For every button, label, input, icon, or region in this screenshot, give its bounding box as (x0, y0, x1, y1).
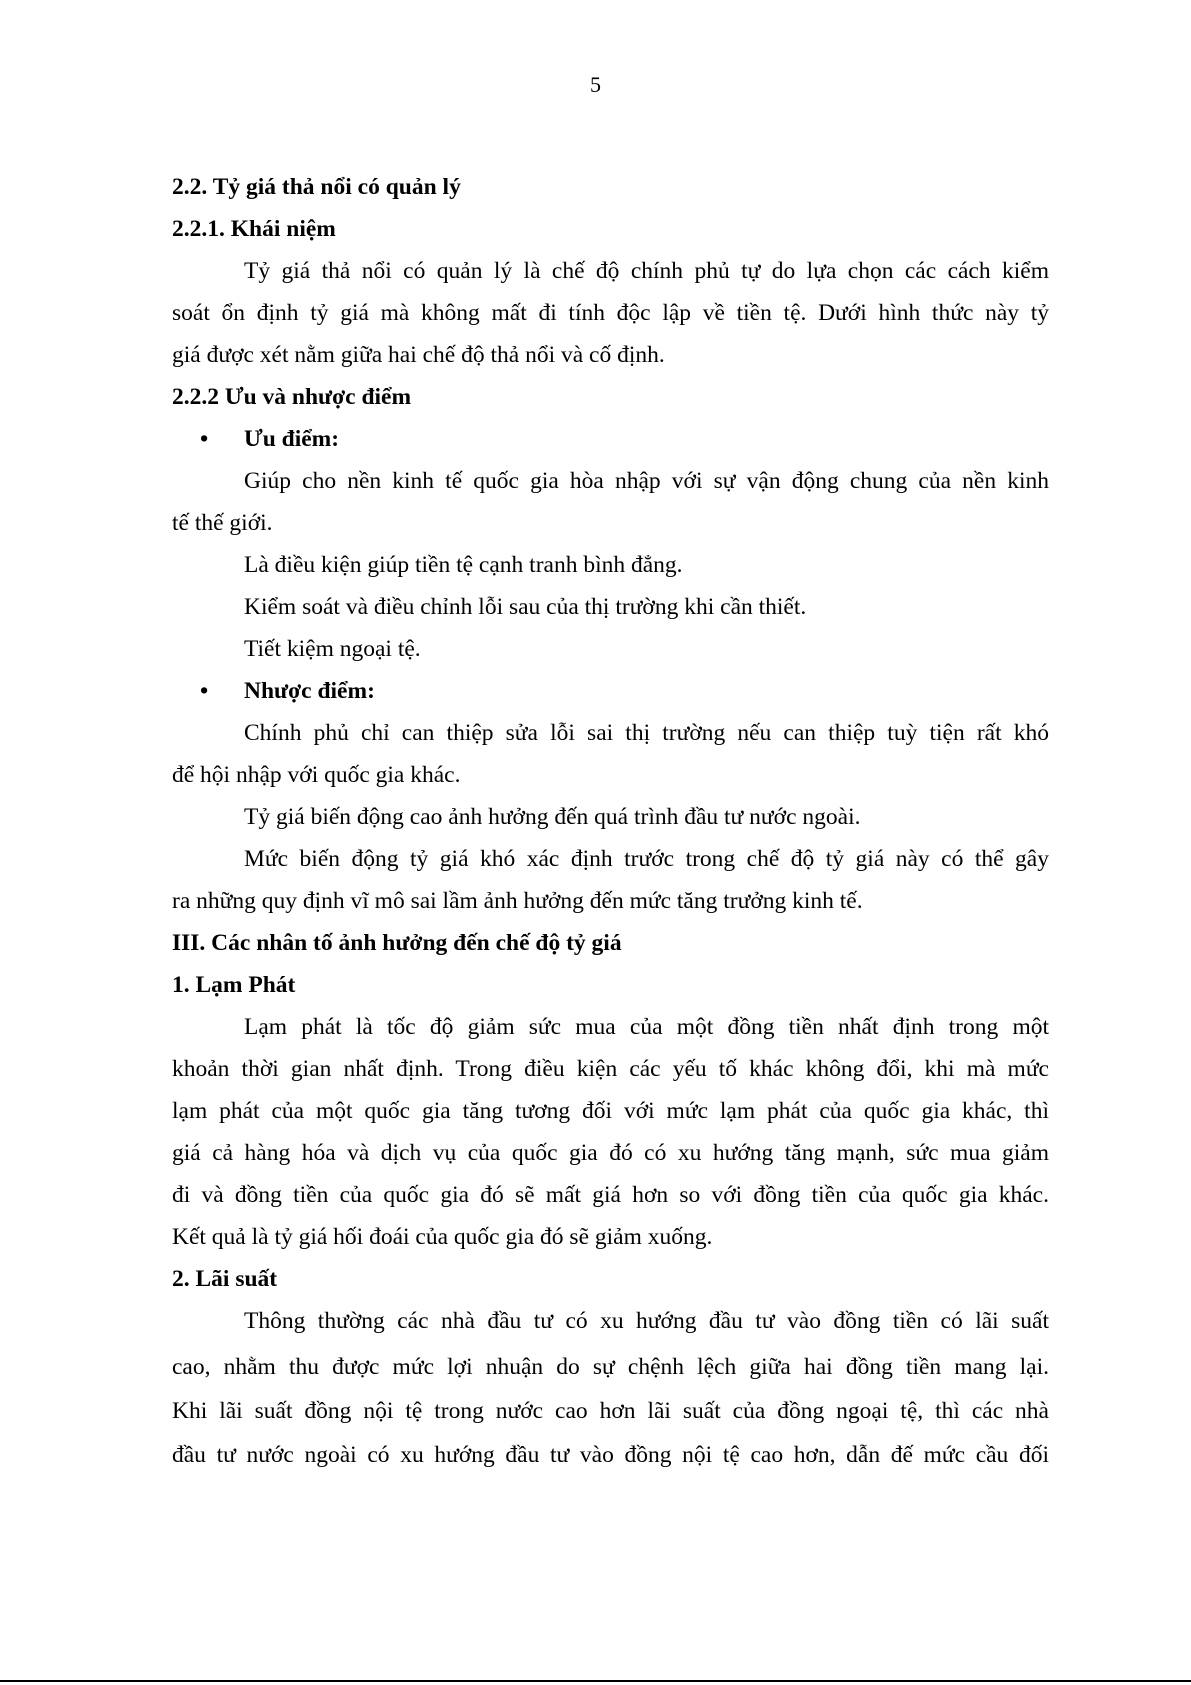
paragraph-inflation-line: đi và đồng tiền của quốc gia đó sẽ mất giá hơn so với đồng tiền của quốc gia khác. (172, 1182, 1049, 1208)
disadvantage-item-line: Chính phủ chỉ can thiệp sửa lỗi sai thị trường nếu can thiệp tuỳ tiện rất khó (244, 720, 1049, 746)
heading-interest-rate: 2. Lãi suất (172, 1266, 278, 1292)
advantage-item: Tiết kiệm ngoại tệ. (244, 636, 421, 662)
paragraph-inflation-line: giá cả hàng hóa và dịch vụ của quốc gia đó có xu hướng tăng mạnh, sức mua giảm (172, 1140, 1049, 1166)
paragraph-inflation-line: khoản thời gian nhất định. Trong điều kiện các yếu tố khác không đổi, khi mà mức (172, 1056, 1049, 1082)
paragraph-interest-line: cao, nhằm thu được mức lợi nhuận do sự chệnh lệch giữa hai đồng tiền mang lại. (172, 1354, 1049, 1380)
paragraph-concept-line: giá được xét nằm giữa hai chế độ thả nổi và cố định. (172, 342, 665, 368)
heading-2-2: 2.2. Tỷ giá thả nổi có quản lý (172, 174, 461, 200)
heading-2-2-1: 2.2.1. Khái niệm (172, 216, 336, 242)
disadvantages-label: Nhược điểm: (244, 678, 375, 704)
footer-rule (0, 1680, 1191, 1682)
advantage-item-line: Giúp cho nền kinh tế quốc gia hòa nhập với sự vận động chung của nền kinh (244, 468, 1049, 494)
paragraph-concept-line: soát ổn định tỷ giá mà không mất đi tính độc lập về tiền tệ. Dưới hình thức này tỷ (172, 300, 1049, 326)
paragraph-inflation-line: Kết quả là tỷ giá hối đoái của quốc gia đó sẽ giảm xuống. (172, 1224, 713, 1250)
paragraph-inflation-line: lạm phát của một quốc gia tăng tương đối với mức lạm phát của quốc gia khác, thì (172, 1098, 1049, 1124)
advantage-item-line: tế thế giới. (172, 510, 273, 536)
page-number: 5 (590, 72, 601, 97)
heading-section-III: III. Các nhân tố ảnh hưởng đến chế độ tỷ giá (172, 930, 622, 956)
paragraph-interest-line: Khi lãi suất đồng nội tệ trong nước cao hơn lãi suất của đồng ngoại tệ, thì các nhà (172, 1398, 1049, 1424)
bullet-icon: • (200, 426, 209, 452)
disadvantage-item-line: ra những quy định vĩ mô sai lầm ảnh hưởng đến mức tăng trưởng kinh tế. (172, 888, 863, 914)
heading-inflation: 1. Lạm Phát (172, 972, 296, 998)
heading-2-2-2: 2.2.2 Ưu và nhược điểm (172, 384, 412, 410)
bullet-icon: • (200, 678, 209, 704)
disadvantage-item: Tỷ giá biến động cao ảnh hưởng đến quá trình đầu tư nước ngoài. (244, 804, 861, 830)
advantage-item: Kiểm soát và điều chỉnh lỗi sau của thị trường khi cần thiết. (244, 594, 807, 620)
paragraph-interest-line: Thông thường các nhà đầu tư có xu hướng đầu tư vào đồng tiền có lãi suất (244, 1308, 1049, 1334)
paragraph-interest-line: đầu tư nước ngoài có xu hướng đầu tư vào đồng nội tệ cao hơn, dẫn đế mức cầu đối (172, 1442, 1049, 1468)
disadvantage-item-line: để hội nhập với quốc gia khác. (172, 762, 461, 788)
advantages-label: Ưu điểm: (244, 426, 340, 452)
disadvantage-item-line: Mức biến động tỷ giá khó xác định trước trong chế độ tỷ giá này có thể gây (244, 846, 1049, 872)
paragraph-inflation-line: Lạm phát là tốc độ giảm sức mua của một đồng tiền nhất định trong một (244, 1014, 1049, 1040)
advantage-item: Là điều kiện giúp tiền tệ cạnh tranh bình đẳng. (244, 552, 683, 578)
paragraph-concept-line: Tỷ giá thả nổi có quản lý là chế độ chính phủ tự do lựa chọn các cách kiểm (244, 258, 1049, 284)
